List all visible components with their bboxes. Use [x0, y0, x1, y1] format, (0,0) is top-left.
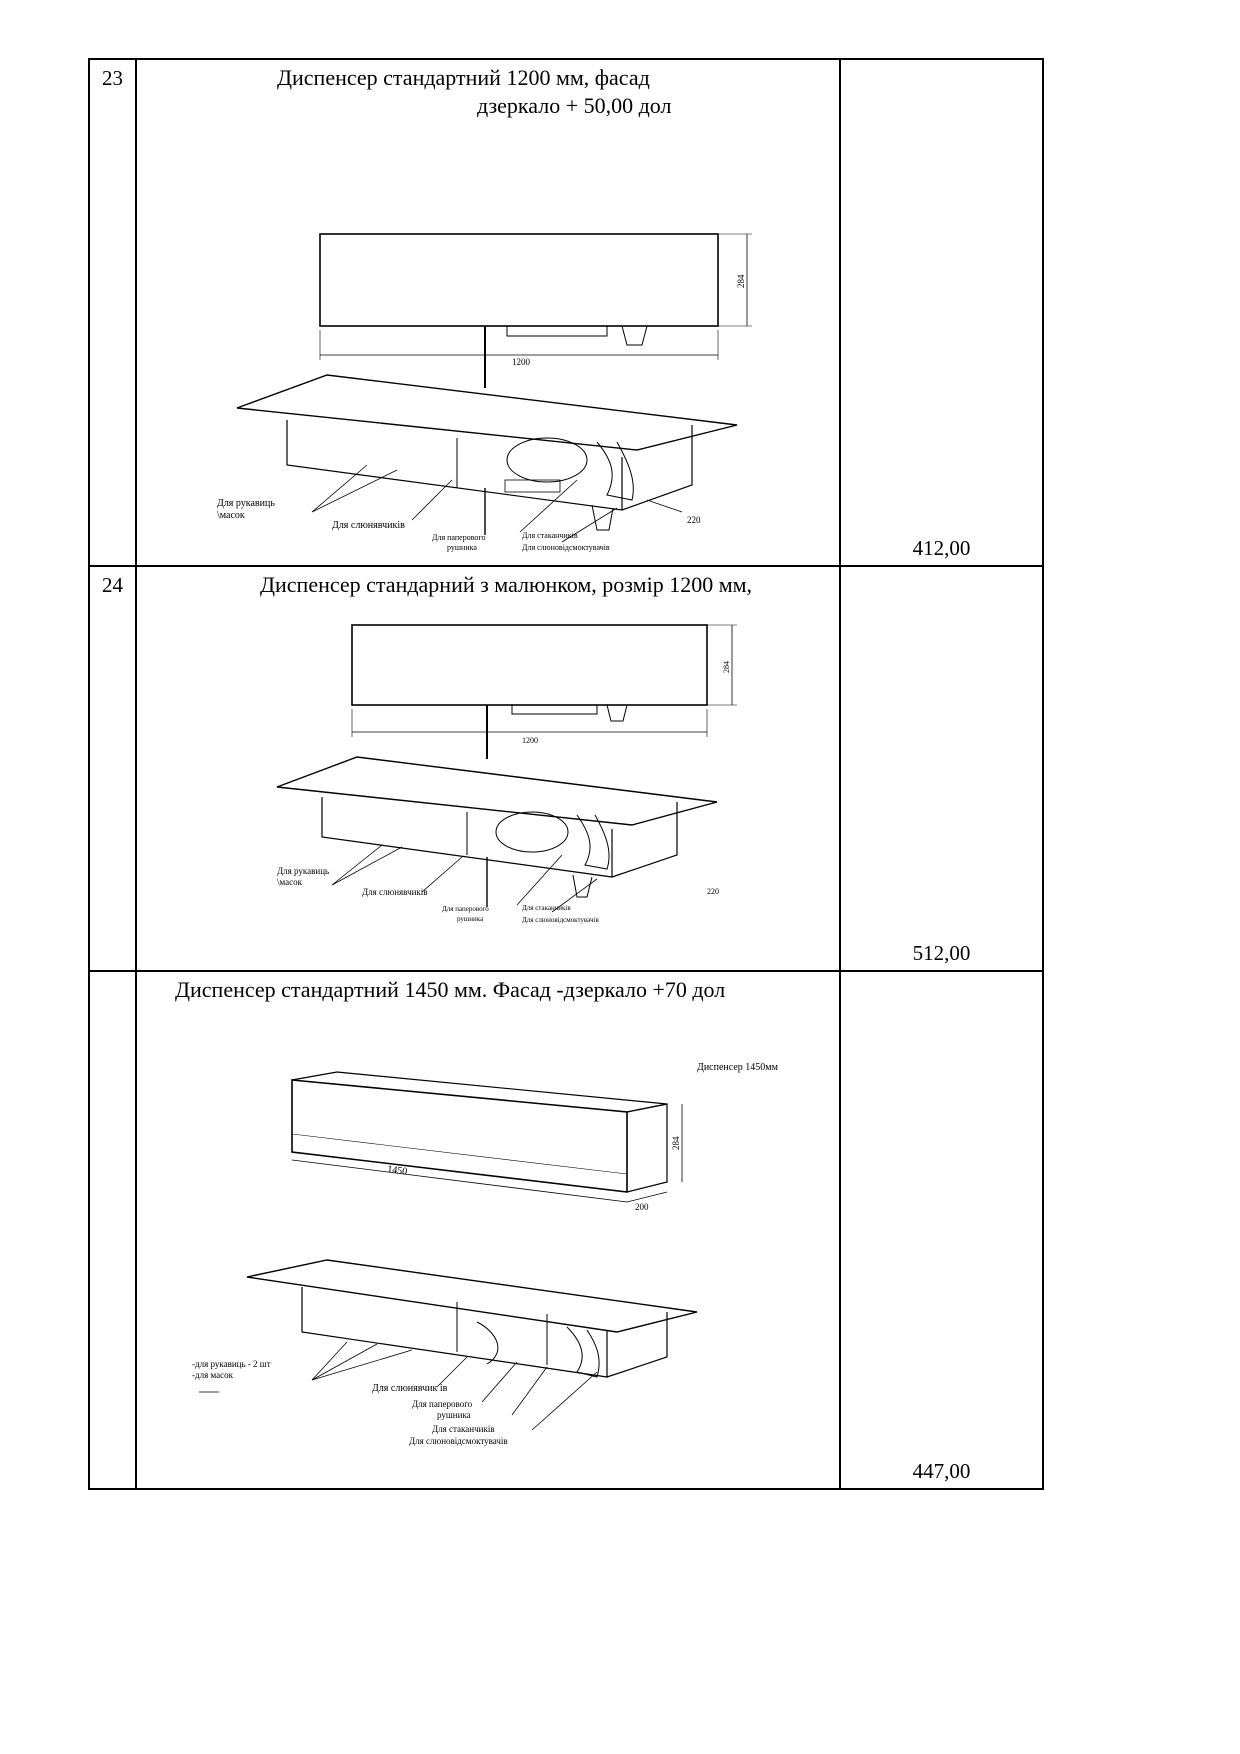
width-dimension: 1200	[512, 357, 530, 367]
front-view-box	[320, 234, 718, 326]
table-row	[89, 971, 1043, 1489]
closed-view-front	[292, 1080, 627, 1192]
label-ejector: Для слюновідсмоктувачів	[409, 1436, 508, 1446]
row-number-cell	[89, 971, 136, 1489]
item-title-line1: Диспенсер стандартний 1200 мм, фасад	[277, 65, 650, 90]
label-tongue: Для слюнявчик ів	[372, 1383, 448, 1394]
cup-holder	[597, 442, 633, 500]
label-gloves: Для рукавиць	[217, 498, 275, 509]
table-row	[89, 566, 1043, 971]
dispenser-drawing	[137, 607, 837, 967]
price-value: 412,00	[912, 536, 971, 560]
label-cups: Для стаканчиків	[522, 531, 578, 540]
label-tongue: Для слюнявчиків	[332, 520, 405, 531]
label-cups: Для стаканчиків	[522, 904, 571, 912]
row-number: 23	[102, 66, 123, 90]
drawing-caption: Диспенсер 1450мм	[697, 1062, 778, 1073]
label-paper: Для паперового	[442, 905, 489, 913]
item-title	[137, 567, 839, 599]
label-ejector: Для слюновідсмоктувачів	[522, 916, 599, 924]
label-ejector: Для слюновідсмоктувачів	[522, 543, 610, 552]
open-view-body	[287, 420, 622, 510]
label-cups: Для стаканчиків	[432, 1424, 495, 1434]
depth-dimension: 220	[707, 887, 719, 896]
price-cell	[840, 566, 1043, 971]
label-masks: \масок	[217, 510, 245, 521]
price-value: 447,00	[912, 1459, 971, 1483]
price-value: 512,00	[912, 941, 971, 965]
price-cell	[840, 971, 1043, 1489]
table-row	[89, 59, 1043, 566]
height-dimension: 284	[722, 661, 731, 673]
description-cell	[136, 59, 840, 566]
row-number: 24	[102, 573, 123, 597]
description-cell	[136, 566, 840, 971]
front-view-tray	[507, 326, 607, 336]
item-title-line1: Диспенсер стандартний 1450 мм. Фасад -дзеркало +70 дол	[175, 977, 726, 1002]
row-number-cell	[89, 566, 136, 971]
item-title	[137, 60, 839, 120]
width-dimension: 1450	[386, 1164, 408, 1178]
label-gloves: Для рукавиць	[277, 866, 330, 876]
depth-dimension: 220	[687, 515, 701, 525]
paper-roll	[507, 438, 587, 482]
label-paper: Для паперового	[432, 533, 486, 542]
dispenser-drawing	[137, 1032, 837, 1472]
label-gloves: -для рукавиць - 2 шт	[192, 1359, 271, 1369]
row-number	[90, 972, 135, 978]
height-dimension: 284	[736, 274, 746, 288]
item-title-line1: Диспенсер стандарний з малюнком, розмір 1200 мм,	[260, 572, 753, 597]
description-cell	[136, 971, 840, 1489]
height-dimension: 284	[671, 1136, 681, 1150]
depth-dimension: 200	[635, 1202, 649, 1212]
label-paper-2: рушника	[457, 915, 484, 923]
price-cell	[840, 59, 1043, 566]
label-masks: \масок	[277, 877, 302, 887]
label-paper: Для паперового	[412, 1399, 473, 1409]
open-view-lid	[237, 375, 737, 450]
dispenser-drawing	[137, 130, 837, 552]
label-paper-2: рушника	[447, 543, 477, 552]
row-number-cell	[89, 59, 136, 566]
item-title	[137, 972, 839, 1004]
label-masks: -для масок	[192, 1370, 233, 1380]
width-dimension: 1200	[522, 736, 538, 745]
front-view-box	[352, 625, 707, 705]
item-title-line2: дзеркало + 50,00 дол	[477, 93, 672, 118]
label-paper-2: рушника	[437, 1410, 471, 1420]
front-view-holder	[622, 326, 647, 345]
label-tongue: Для слюнявчиків	[362, 887, 428, 897]
price-table	[88, 58, 1044, 1490]
